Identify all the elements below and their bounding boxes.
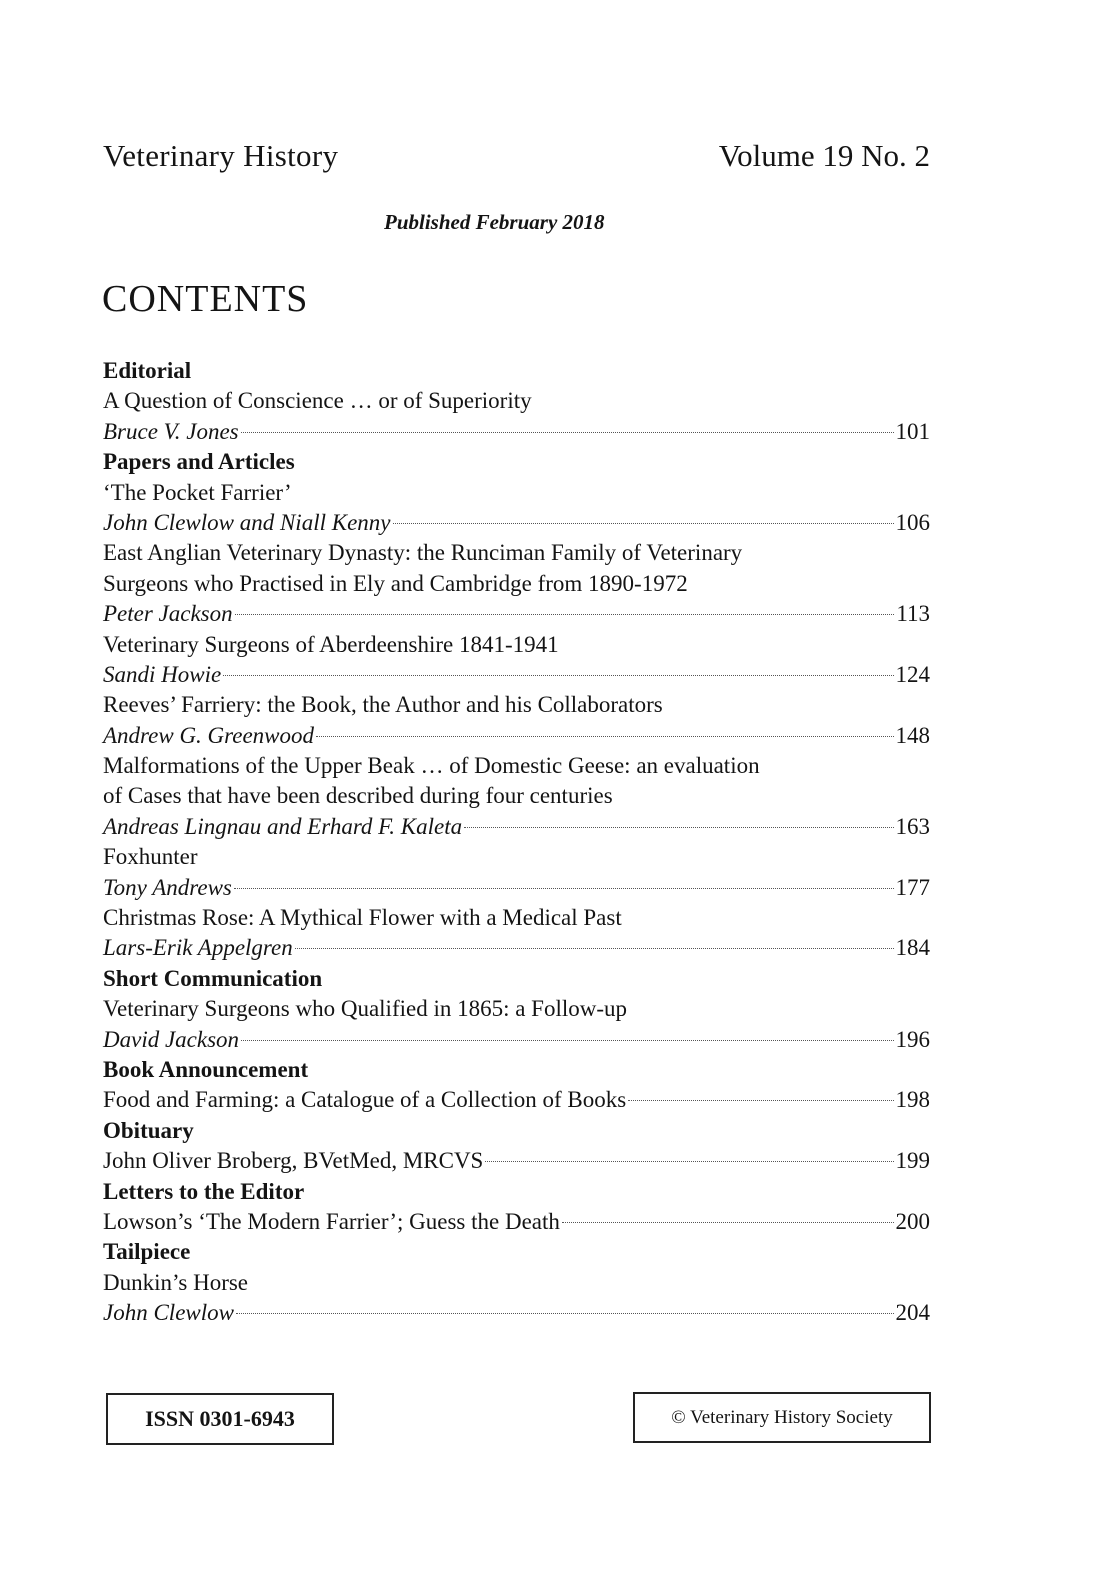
entry-title: Reeves’ Farriery: the Book, the Author and his Collaborators <box>103 692 663 718</box>
dot-leader <box>223 675 893 676</box>
page-number: 204 <box>895 1300 930 1326</box>
entry-author: Andreas Lingnau and Erhard F. Kaleta <box>103 813 463 839</box>
journal-title: Veterinary History <box>103 138 339 173</box>
toc-entry-line <box>103 1298 930 1328</box>
toc-entry-line <box>103 873 930 903</box>
page-number: 198 <box>895 1087 930 1113</box>
page-number: 148 <box>895 722 930 748</box>
entry-author: David Jackson <box>103 1026 240 1052</box>
dot-leader <box>485 1161 893 1162</box>
entry-title-continued: Surgeons who Practised in Ely and Cambridge from 1890-1972 <box>103 570 688 596</box>
entry-title: Foxhunter <box>103 844 198 870</box>
entry-title: East Anglian Veterinary Dynasty: the Runciman Family of Veterinary <box>103 540 743 566</box>
entry-author: John Clewlow <box>103 1300 234 1326</box>
toc-entry-line <box>103 933 930 963</box>
copyright-box <box>633 1392 931 1443</box>
toc-entry-line <box>103 417 930 447</box>
section-heading: Editorial <box>103 358 192 383</box>
entry-title-continued: of Cases that have been described during four centuries <box>103 783 613 809</box>
section-heading: Short Communication <box>103 965 323 991</box>
copyright-label: © Veterinary History Society <box>671 1406 893 1428</box>
page-number: 163 <box>895 813 930 839</box>
toc-entry-line <box>103 508 930 538</box>
toc-entry-line <box>103 812 930 842</box>
entry-title: Veterinary Surgeons of Aberdeenshire 1841-1941 <box>103 631 559 657</box>
dot-leader <box>316 736 893 737</box>
dot-leader <box>628 1100 893 1101</box>
toc-entry-line <box>103 1085 930 1115</box>
entry-author: Peter Jackson <box>103 601 233 627</box>
toc-entry-line <box>103 1207 930 1237</box>
page-number: 184 <box>895 935 930 961</box>
dot-leader <box>562 1222 894 1223</box>
entry-author: Andrew G. Greenwood <box>103 722 315 748</box>
toc-entry-line <box>103 599 930 629</box>
entry-title: John Oliver Broberg, BVetMed, MRCVS <box>103 1148 484 1174</box>
entry-author: Lars-Erik Appelgren <box>103 935 293 961</box>
dot-leader <box>464 827 893 828</box>
entry-title: ‘The Pocket Farrier’ <box>103 479 292 505</box>
page-number: 199 <box>895 1148 930 1174</box>
entry-title: A Question of Conscience … or of Superiority <box>103 388 532 414</box>
page-number: 124 <box>895 661 930 687</box>
issn-box <box>106 1393 334 1445</box>
toc-entry-line <box>103 1146 930 1176</box>
page-number: 177 <box>895 874 930 900</box>
dot-leader <box>236 1313 894 1314</box>
entry-title: Christmas Rose: A Mythical Flower with a Medical Past <box>103 905 622 931</box>
dot-leader <box>241 432 894 433</box>
dot-leader <box>295 948 894 949</box>
entry-author: Sandi Howie <box>103 661 222 687</box>
entry-title: Food and Farming: a Catalogue of a Collection of Books <box>103 1087 627 1113</box>
dot-leader <box>241 1040 893 1041</box>
publication-date: Published February 2018 <box>384 210 605 234</box>
section-heading: Papers and Articles <box>103 449 295 475</box>
dot-leader <box>234 888 894 889</box>
toc-entry-line <box>103 660 930 690</box>
page-number: 196 <box>895 1026 930 1052</box>
entry-title: Malformations of the Upper Beak … of Domestic Geese: an evaluation <box>103 753 760 779</box>
page-number: 113 <box>896 601 930 627</box>
page-number: 200 <box>895 1208 930 1234</box>
table-of-contents <box>103 356 930 1329</box>
entry-author: John Clewlow and Niall Kenny <box>103 509 391 535</box>
issn-label: ISSN 0301-6943 <box>145 1406 295 1431</box>
contents-heading: CONTENTS <box>102 278 309 320</box>
dot-leader <box>393 523 894 524</box>
dot-leader <box>235 614 895 615</box>
section-heading: Tailpiece <box>103 1239 191 1265</box>
volume-label: Volume 19 No. 2 <box>718 138 930 173</box>
section-heading: Letters to the Editor <box>103 1178 305 1204</box>
section-heading: Obituary <box>103 1117 194 1143</box>
entry-title: Lowson’s ‘The Modern Farrier’; Guess the Death <box>103 1208 560 1234</box>
page-number: 101 <box>895 418 930 444</box>
entry-title: Dunkin’s Horse <box>103 1269 249 1295</box>
entry-title: Veterinary Surgeons who Qualified in 1865: a Follow-up <box>103 996 628 1022</box>
toc-entry-line <box>103 721 930 751</box>
section-heading: Book Announcement <box>103 1056 309 1082</box>
page-number: 106 <box>895 509 930 535</box>
journal-header <box>103 138 930 188</box>
toc-entry-line <box>103 1025 930 1055</box>
entry-author: Bruce V. Jones <box>103 418 239 444</box>
entry-author: Tony Andrews <box>103 874 232 900</box>
